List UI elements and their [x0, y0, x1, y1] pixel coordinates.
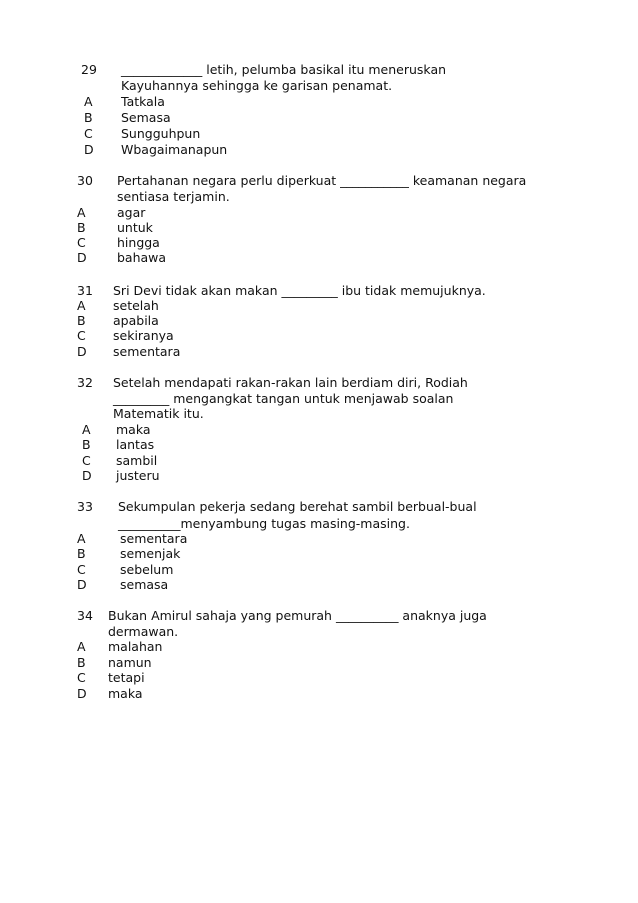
option-text: untuk: [117, 220, 153, 235]
question-number: 30: [77, 173, 93, 188]
option-text: agar: [117, 205, 146, 220]
question-number: 32: [77, 375, 93, 390]
question-stem-line: Sri Devi tidak akan makan _________ ibu tidak memujuknya.: [113, 283, 486, 298]
option-text: semenjak: [120, 546, 181, 561]
option-text: namun: [108, 655, 152, 670]
option-letter: B: [77, 220, 86, 235]
option-letter: B: [77, 546, 86, 561]
option-letter: A: [77, 298, 86, 313]
option-letter: A: [77, 531, 86, 546]
option-letter: C: [77, 562, 86, 577]
option-text: hingga: [117, 235, 160, 250]
question-stem-line: __________menyambung tugas masing-masing.: [118, 516, 410, 531]
option-letter: B: [77, 655, 86, 670]
question-stem-line: Sekumpulan pekerja sedang berehat sambil berbual-bual: [118, 499, 477, 514]
question-number: 33: [77, 499, 93, 514]
option-letter: C: [77, 235, 86, 250]
option-text: bahawa: [117, 250, 167, 265]
option-text: malahan: [108, 639, 163, 654]
option-text: sementara: [113, 344, 181, 359]
question-stem-line: Setelah mendapati rakan-rakan lain berdiam diri, Rodiah: [113, 375, 468, 390]
option-text: Semasa: [121, 110, 171, 125]
question-stem-line: dermawan.: [108, 624, 179, 639]
question-number: 34: [77, 608, 93, 623]
option-letter: D: [84, 142, 94, 157]
option-text: sementara: [120, 531, 188, 546]
question-stem-line: _____________ letih, pelumba basikal itu meneruskan: [121, 62, 447, 77]
option-text: sambil: [116, 453, 158, 468]
option-letter: D: [77, 686, 87, 701]
option-text: setelah: [113, 298, 159, 313]
option-text: apabila: [113, 313, 159, 328]
question-stem-line: sentiasa terjamin.: [117, 189, 230, 204]
option-text: sekiranya: [113, 328, 174, 343]
option-letter: A: [84, 94, 93, 109]
option-text: maka: [108, 686, 143, 701]
question-stem-line: _________ mengangkat tangan untuk menjawab soalan: [113, 391, 454, 406]
option-text: semasa: [120, 577, 169, 592]
option-letter: D: [77, 344, 87, 359]
option-text: sebelum: [120, 562, 174, 577]
option-letter: A: [77, 639, 86, 654]
option-letter: C: [77, 670, 86, 685]
question-stem-line: Kayuhannya sehingga ke garisan penamat.: [121, 78, 393, 93]
option-text: justeru: [116, 468, 160, 483]
question-stem-line: Pertahanan negara perlu diperkuat ___________ keamanan negara: [117, 173, 527, 188]
option-letter: B: [84, 110, 93, 125]
option-text: Sungguhpun: [121, 126, 201, 141]
option-text: maka: [116, 422, 151, 437]
option-letter: D: [77, 577, 87, 592]
option-letter: B: [82, 437, 91, 452]
question-stem-line: Matematik itu.: [113, 406, 204, 421]
question-number: 29: [81, 62, 97, 77]
option-text: lantas: [116, 437, 155, 452]
option-letter: A: [77, 205, 86, 220]
option-text: tetapi: [108, 670, 145, 685]
option-letter: C: [77, 328, 86, 343]
option-letter: B: [77, 313, 86, 328]
option-text: Tatkala: [121, 94, 165, 109]
question-number: 31: [77, 283, 93, 298]
option-letter: C: [84, 126, 93, 141]
option-letter: C: [82, 453, 91, 468]
option-letter: A: [82, 422, 91, 437]
option-text: Wbagaimanapun: [121, 142, 228, 157]
question-stem-line: Bukan Amirul sahaja yang pemurah __________ anaknya juga: [108, 608, 487, 623]
option-letter: D: [82, 468, 92, 483]
option-letter: D: [77, 250, 87, 265]
